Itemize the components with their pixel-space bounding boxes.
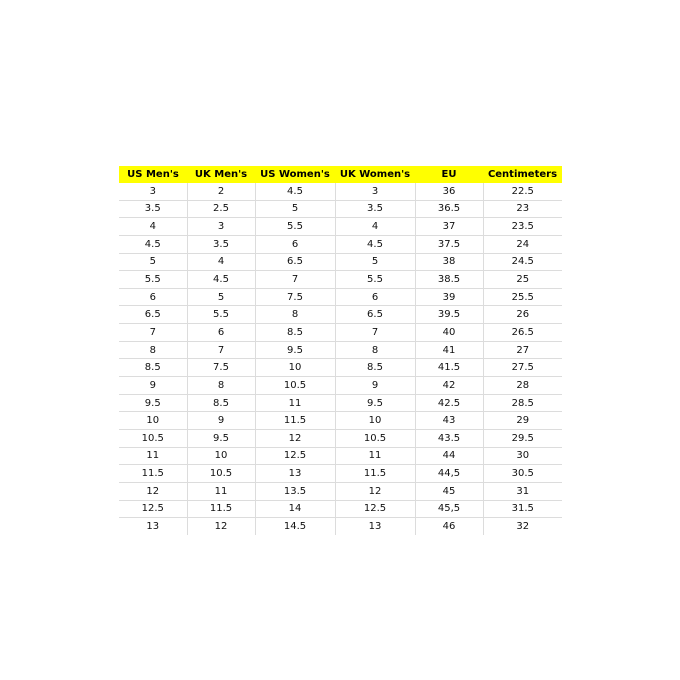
cell-eu: 43 [415, 412, 483, 430]
cell-us-womens: 14 [255, 500, 335, 518]
cell-uk-womens: 10.5 [335, 429, 415, 447]
cell-centimeters: 25.5 [483, 288, 562, 306]
table-row [119, 377, 562, 395]
cell-centimeters: 32 [516, 520, 530, 532]
cell-us-womens: 11.5 [255, 412, 335, 430]
cell-eu: 41.5 [415, 359, 483, 377]
cell-uk-mens: 11 [187, 482, 255, 500]
header-centimeters: Centimeters [483, 166, 562, 183]
cell-uk-womens: 3 [335, 183, 415, 200]
cell-uk-mens: 9.5 [187, 429, 255, 447]
cell-centimeters: 28 [483, 377, 562, 395]
cell-uk-womens: 4.5 [335, 235, 415, 253]
cell-us-mens: 8.5 [119, 359, 187, 377]
cell-uk-mens: 5.5 [187, 306, 255, 324]
cell-uk-mens: 2 [187, 183, 255, 200]
header-uk-mens: UK Men's [187, 166, 255, 183]
cell-us-mens: 5.5 [119, 271, 187, 289]
cell-uk-mens: 7 [187, 341, 255, 359]
cell-uk-mens: 2.5 [187, 200, 255, 218]
cell-uk-mens: 10 [187, 447, 255, 465]
cell-us-womens: 6 [255, 235, 335, 253]
cell-us-womens: 5 [255, 200, 335, 218]
cell-us-mens: 10 [119, 412, 187, 430]
cell-uk-womens: 11 [335, 447, 415, 465]
cell-us-mens: 11.5 [119, 465, 187, 483]
cell-us-mens: 7 [119, 324, 187, 342]
cell-us-mens: 8 [119, 341, 187, 359]
cell-us-mens: 13 [119, 518, 187, 535]
cell-uk-womens: 5 [335, 253, 415, 271]
cell-uk-womens: 12 [335, 482, 415, 500]
table-row [119, 394, 562, 412]
cell-eu: 36 [415, 183, 483, 200]
cell-us-womens: 7.5 [255, 288, 335, 306]
cell-centimeters: 27.5 [483, 359, 562, 377]
cell-us-womens: 13 [255, 465, 335, 483]
cell-us-mens: 6.5 [119, 306, 187, 324]
cell-eu: 41 [415, 341, 483, 359]
cell-uk-womens: 3.5 [335, 200, 415, 218]
cell-us-womens: 6.5 [255, 253, 335, 271]
cell-centimeters: 31 [483, 482, 562, 500]
cell-eu: 39 [415, 288, 483, 306]
cell-centimeters: 22.5 [483, 183, 562, 200]
cell-centimeters: 24.5 [483, 253, 562, 271]
cell-uk-womens: 8.5 [335, 359, 415, 377]
cell-uk-mens: 8 [187, 377, 255, 395]
table-row [119, 359, 562, 377]
table-row [119, 306, 562, 324]
cell-centimeters: 31.5 [483, 500, 562, 518]
cell-eu: 45 [415, 482, 483, 500]
cell-centimeters: 25 [483, 271, 562, 289]
cell-eu: 42 [415, 377, 483, 395]
table-row [119, 271, 562, 289]
header-uk-womens: UK Women's [335, 166, 415, 183]
cell-uk-mens: 7.5 [187, 359, 255, 377]
cell-us-womens: 10.5 [255, 377, 335, 395]
header-us-womens: US Women's [255, 166, 335, 183]
cell-us-womens: 14.5 [255, 518, 335, 535]
table-row [119, 324, 562, 342]
cell-uk-mens: 4 [187, 253, 255, 271]
cell-uk-womens: 7 [335, 324, 415, 342]
cell-uk-mens: 8.5 [187, 394, 255, 412]
cell-us-womens: 12 [255, 429, 335, 447]
cell-us-mens: 9 [119, 377, 187, 395]
cell-us-womens: 10 [255, 359, 335, 377]
table-row [119, 288, 562, 306]
table-row [119, 429, 562, 447]
cell-us-mens: 10.5 [119, 429, 187, 447]
cell-centimeters: 29 [483, 412, 562, 430]
cell-uk-womens: 6 [335, 288, 415, 306]
table-row [119, 465, 562, 483]
cell-us-womens: 4.5 [255, 183, 335, 200]
cell-us-mens: 12.5 [119, 500, 187, 518]
table-row [119, 518, 562, 535]
cell-us-womens: 13.5 [255, 482, 335, 500]
cell-centimeters: 23.5 [483, 218, 562, 236]
cell-us-womens: 9.5 [255, 341, 335, 359]
cell-uk-mens: 4.5 [187, 271, 255, 289]
cell-us-womens: 5.5 [255, 218, 335, 236]
cell-uk-mens: 6 [187, 324, 255, 342]
cell-uk-womens: 12.5 [335, 500, 415, 518]
cell-uk-womens: 10 [335, 412, 415, 430]
cell-us-mens: 4 [119, 218, 187, 236]
cell-uk-mens: 9 [187, 412, 255, 430]
table-row [119, 500, 562, 518]
cell-uk-mens: 12 [187, 518, 255, 535]
cell-uk-womens: 9 [335, 377, 415, 395]
cell-us-mens: 3.5 [119, 200, 187, 218]
cell-us-mens: 9.5 [119, 394, 187, 412]
cell-centimeters: 30.5 [483, 465, 562, 483]
cell-eu: 45,5 [415, 500, 483, 518]
cell-centimeters: 23 [483, 200, 562, 218]
cell-us-mens: 4.5 [119, 235, 187, 253]
cell-centimeters: 29.5 [483, 429, 562, 447]
cell-centimeters: 26 [483, 306, 562, 324]
cell-eu: 36.5 [415, 200, 483, 218]
size-conversion-table [119, 166, 562, 535]
cell-uk-womens: 4 [335, 218, 415, 236]
cell-uk-womens: 9.5 [335, 394, 415, 412]
cell-uk-mens: 3 [187, 218, 255, 236]
cell-uk-mens: 5 [187, 288, 255, 306]
cell-us-mens: 12 [119, 482, 187, 500]
cell-uk-mens: 3.5 [187, 235, 255, 253]
cell-us-mens: 6 [119, 288, 187, 306]
table-row [119, 200, 562, 218]
cell-eu: 39.5 [415, 306, 483, 324]
header-us-mens: US Men's [119, 166, 187, 183]
cell-us-mens: 3 [119, 183, 187, 200]
cell-uk-womens: 5.5 [335, 271, 415, 289]
cell-uk-womens: 6.5 [335, 306, 415, 324]
cell-uk-mens: 10.5 [187, 465, 255, 483]
cell-eu: 38.5 [415, 271, 483, 289]
table-row [119, 218, 562, 236]
table-row [119, 341, 562, 359]
table-row [119, 412, 562, 430]
cell-eu: 44,5 [415, 465, 483, 483]
cell-eu: 42.5 [415, 394, 483, 412]
table-row [119, 482, 562, 500]
table-row [119, 253, 562, 271]
cell-uk-mens: 11.5 [187, 500, 255, 518]
cell-centimeters: 28.5 [483, 394, 562, 412]
table-row [119, 447, 562, 465]
cell-eu: 37.5 [415, 235, 483, 253]
cell-centimeters: 26.5 [483, 324, 562, 342]
cell-uk-womens: 13 [335, 518, 415, 535]
cell-centimeters: 27 [483, 341, 562, 359]
table-body [119, 183, 562, 535]
cell-us-womens: 12.5 [255, 447, 335, 465]
table-row [119, 235, 562, 253]
cell-us-womens: 7 [255, 271, 335, 289]
cell-eu: 38 [415, 253, 483, 271]
cell-eu: 46 [415, 518, 483, 535]
table-row [119, 183, 562, 200]
header-row [119, 166, 562, 183]
cell-centimeters: 24 [483, 235, 562, 253]
cell-eu: 40 [415, 324, 483, 342]
cell-eu: 44 [415, 447, 483, 465]
cell-us-mens: 5 [119, 253, 187, 271]
cell-eu: 43.5 [415, 429, 483, 447]
cell-us-womens: 8.5 [255, 324, 335, 342]
cell-us-womens: 8 [255, 306, 335, 324]
cell-uk-womens: 11.5 [335, 465, 415, 483]
cell-us-mens: 11 [119, 447, 187, 465]
cell-eu: 37 [415, 218, 483, 236]
cell-us-womens: 11 [255, 394, 335, 412]
cell-uk-womens: 8 [335, 341, 415, 359]
header-eu: EU [415, 166, 483, 183]
cell-centimeters: 30 [483, 447, 562, 465]
